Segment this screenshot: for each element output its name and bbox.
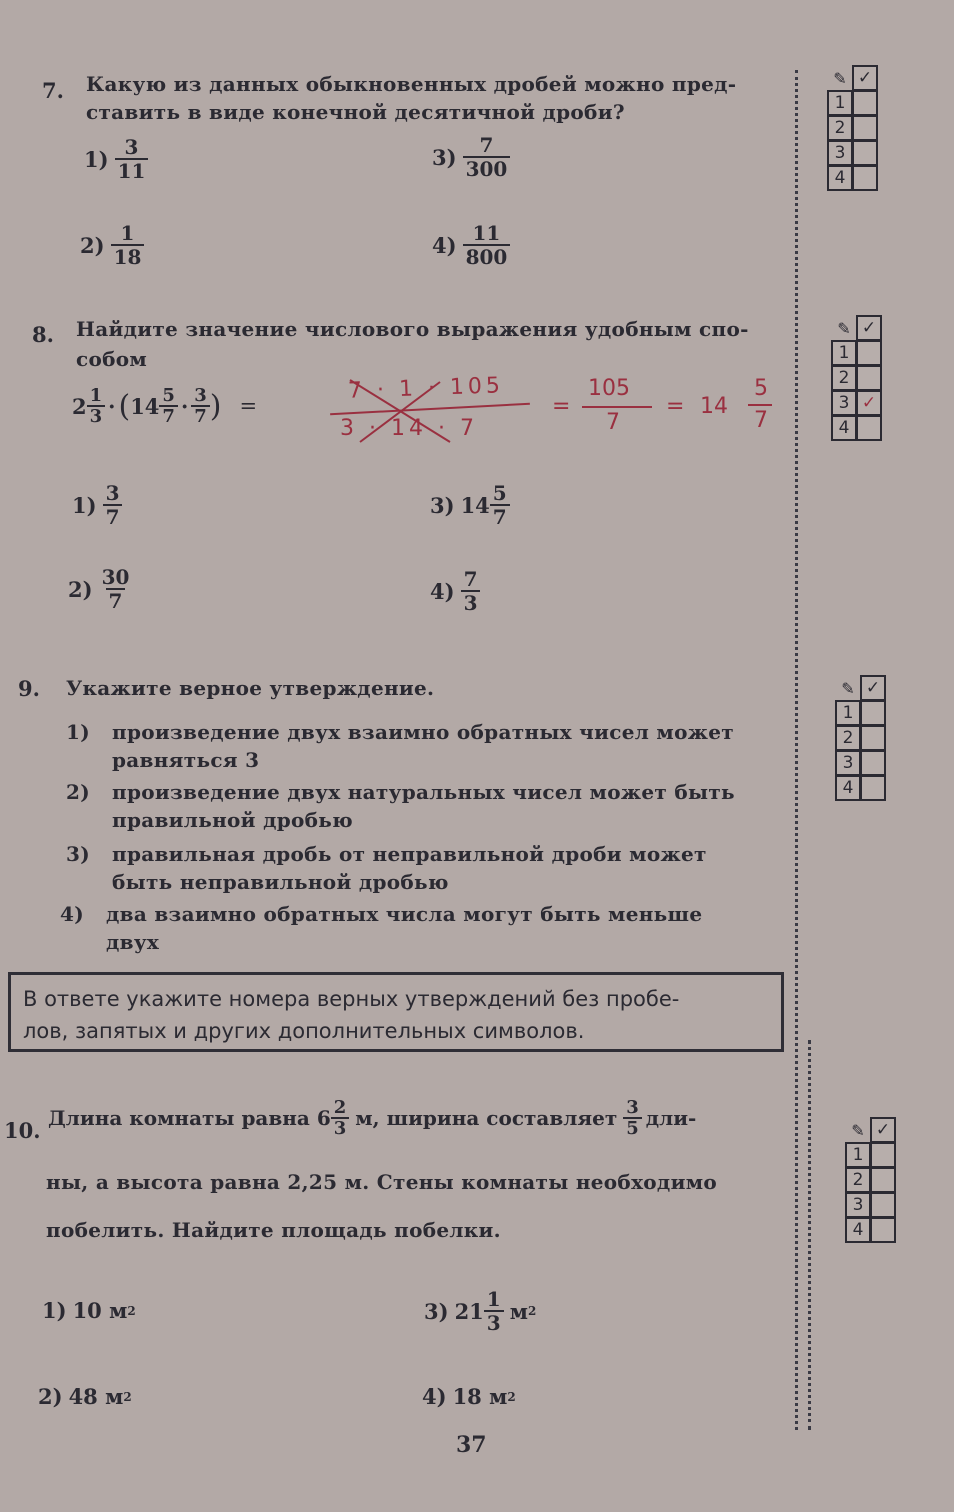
answer-box-2[interactable] [852, 115, 878, 141]
q9-item-2-line1: произведение двух натуральных чисел может быть [112, 780, 735, 804]
answer-box-3[interactable] [860, 750, 886, 776]
superscript: 2 [127, 1303, 136, 1318]
answer-grid-q9 [836, 676, 886, 801]
denominator: 3 [87, 405, 106, 426]
pencil-icon: ✎ [833, 68, 847, 88]
numerator: 5 [162, 385, 175, 406]
paren: ( [118, 388, 131, 424]
option-label: 4) [432, 232, 457, 258]
option-label: 1) [42, 1298, 67, 1323]
page-number: 37 [456, 1432, 487, 1458]
numerator: 3 [626, 1097, 639, 1118]
row-number: 2 [831, 365, 857, 391]
hw-result-n: 5 [754, 376, 768, 401]
row-number: 3 [845, 1192, 871, 1218]
option-label: 2) [38, 1384, 63, 1409]
row-number: 1 [845, 1142, 871, 1168]
answer-box-1[interactable] [860, 700, 886, 726]
q9-number: 9. [18, 676, 40, 701]
answer-box-2[interactable] [860, 725, 886, 751]
superscript: 2 [527, 1304, 537, 1318]
check-icon: ✓ [860, 675, 886, 701]
answer-grid-q7 [828, 66, 878, 191]
hw-denominator: 3 · 14 · 7 [340, 416, 478, 441]
hw-cancel-strokes [340, 372, 460, 452]
row-number: 3 [831, 390, 857, 416]
q7-option-1 [84, 136, 148, 182]
row-number: 1 [827, 90, 853, 116]
row-number: 3 [827, 140, 853, 166]
pencil-icon: ✎ [851, 1120, 865, 1140]
row-number: 2 [845, 1167, 871, 1193]
numerator: 3 [194, 385, 207, 406]
q10-option-1 [42, 1298, 136, 1323]
q8-expression [72, 386, 257, 426]
option-label: 1) [72, 492, 97, 518]
hw-numerator: 7 · 1 · 105 [347, 373, 505, 404]
numerator: 3 [105, 481, 120, 505]
option-value: м [509, 1298, 528, 1324]
hw-result-whole: 14 [700, 394, 728, 419]
answer-grid-q10 [846, 1118, 896, 1243]
hw-result-d: 7 [754, 408, 768, 433]
option-value: 48 м [68, 1384, 124, 1409]
q7-option-2 [80, 222, 144, 268]
check-icon: ✓ [852, 65, 878, 91]
q7-option-4 [432, 222, 510, 268]
whole-part: 2 [72, 393, 87, 419]
denominator: 800 [463, 244, 511, 268]
q9-text: Укажите верное утверждение. [66, 676, 435, 700]
instruction-line2: лов, запятых и других дополнительных символов. [23, 1019, 585, 1043]
q8-text-line2: собом [76, 347, 148, 371]
option-value: 10 м [72, 1298, 128, 1323]
denominator: 7 [191, 405, 210, 426]
denominator: 7 [159, 405, 178, 426]
q10-text-part: Длина комнаты равна 6 [48, 1106, 331, 1130]
q10-text-line2: ны, а высота равна 2,25 м. Стены комнаты необходимо [46, 1170, 718, 1194]
q9-item-1-label: 1) [66, 720, 90, 744]
instruction-line1: В ответе укажите номера верных утверждений без пробе- [23, 987, 680, 1011]
q7-text-line2: ставить в виде конечной десятичной дроби? [86, 100, 625, 124]
q7-option-3 [432, 134, 510, 180]
row-number: 4 [835, 775, 861, 801]
answer-box-4[interactable] [852, 165, 878, 191]
answer-box-1[interactable] [856, 340, 882, 366]
hw-result-den: 7 [606, 410, 620, 435]
answer-box-1[interactable] [870, 1142, 896, 1168]
hw-result-bar [582, 406, 652, 408]
whole-part: 14 [130, 393, 160, 419]
cut-line-lower [808, 1040, 811, 1430]
q9-item-2-line2: правильной дробью [112, 808, 353, 832]
option-label: 4) [422, 1384, 447, 1409]
q8-option-3 [430, 482, 510, 528]
hw-equals: = [552, 394, 571, 419]
denominator: 11 [115, 158, 149, 182]
whole-part: 21 [454, 1298, 484, 1324]
denominator: 300 [463, 156, 511, 180]
option-label: 3) [424, 1298, 449, 1324]
check-icon: ✓ [856, 315, 882, 341]
q9-item-4-line1: два взаимно обратных числа могут быть меньше [106, 902, 703, 926]
q8-option-2 [68, 566, 132, 612]
instruction-box [8, 972, 784, 1052]
multiply-sign: · [180, 393, 189, 419]
row-number: 4 [831, 415, 857, 441]
row-number: 4 [827, 165, 853, 191]
handwritten-solution [330, 372, 780, 472]
answer-box-2[interactable] [856, 365, 882, 391]
q9-item-1-line1: произведение двух взаимно обратных чисел может [112, 720, 734, 744]
q10-number: 10. [4, 1118, 41, 1143]
cut-line [795, 70, 798, 1430]
q10-option-2 [38, 1384, 132, 1409]
option-label: 2) [80, 232, 105, 258]
numerator: 1 [89, 385, 103, 406]
pencil-icon: ✎ [837, 318, 851, 338]
denominator: 7 [490, 504, 510, 528]
row-number: 3 [835, 750, 861, 776]
denominator: 7 [103, 504, 123, 528]
denominator: 7 [106, 588, 126, 612]
answer-box-4[interactable] [860, 775, 886, 801]
q9-item-1-line2: равняться 3 [112, 748, 260, 772]
q7-text-line1: Какую из данных обыкновенных дробей можно пред- [86, 72, 737, 96]
q9-item-3-label: 3) [66, 842, 90, 866]
numerator: 3 [124, 135, 139, 159]
denominator: 3 [484, 1310, 504, 1334]
q10-text-part: дли- [645, 1106, 697, 1130]
answer-box-2[interactable] [870, 1167, 896, 1193]
answer-box-3[interactable]: ✓ [856, 390, 882, 416]
answer-grid-q8 [832, 316, 882, 441]
pencil-icon: ✎ [841, 678, 855, 698]
multiply-sign: · [108, 393, 116, 419]
row-number: 2 [835, 725, 861, 751]
paren: ) [209, 388, 222, 424]
superscript: 2 [123, 1389, 132, 1404]
q9-item-3-line1: правильная дробь от неправильной дроби может [112, 842, 707, 866]
denominator: 5 [623, 1117, 642, 1138]
option-label: 3) [432, 144, 457, 170]
answer-box-1[interactable] [852, 90, 878, 116]
row-number: 4 [845, 1217, 871, 1243]
hw-result-num: 105 [588, 376, 630, 401]
option-label: 2) [68, 576, 93, 602]
row-number: 2 [827, 115, 853, 141]
numerator: 2 [333, 1097, 347, 1118]
hw-result-bar2 [748, 404, 772, 406]
q9-item-2-label: 2) [66, 780, 90, 804]
row-number: 1 [835, 700, 861, 726]
q9-item-3-line2: быть неправильной дробью [112, 870, 449, 894]
option-label: 3) [430, 492, 455, 518]
row-number: 1 [831, 340, 857, 366]
numerator: 11 [472, 221, 501, 245]
numerator: 30 [101, 565, 130, 589]
q9-item-4-label: 4) [60, 902, 84, 926]
q10-text-line1 [48, 1098, 696, 1138]
numerator: 7 [463, 567, 478, 591]
q10-option-4 [422, 1384, 516, 1409]
denominator: 3 [461, 590, 481, 614]
numerator: 1 [486, 1287, 501, 1311]
hw-equals: = [666, 394, 685, 419]
option-label: 4) [430, 578, 455, 604]
q9-item-4-line2: двух [106, 930, 160, 954]
option-value: 18 м [452, 1384, 508, 1409]
numerator: 7 [479, 133, 494, 157]
q10-option-3 [424, 1288, 536, 1334]
equals-sign: = [239, 394, 258, 418]
q7-number: 7. [42, 78, 64, 103]
q8-number: 8. [32, 322, 54, 347]
q8-option-1 [72, 482, 122, 528]
option-label: 1) [84, 146, 109, 172]
q8-option-4 [430, 568, 480, 614]
q10-text-line3: побелить. Найдите площадь побелки. [46, 1218, 501, 1242]
q8-text-line1: Найдите значение числового выражения удобным спо- [76, 317, 749, 341]
numerator: 5 [492, 481, 507, 505]
superscript: 2 [507, 1389, 516, 1404]
denominator: 3 [331, 1117, 350, 1138]
answer-box-3[interactable] [852, 140, 878, 166]
answer-box-3[interactable] [870, 1192, 896, 1218]
check-icon: ✓ [870, 1117, 896, 1143]
q10-text-part: м, ширина составляет [355, 1106, 618, 1130]
denominator: 18 [111, 244, 145, 268]
answer-box-4[interactable] [856, 415, 882, 441]
whole-part: 14 [460, 492, 490, 518]
answer-box-4[interactable] [870, 1217, 896, 1243]
numerator: 1 [120, 221, 135, 245]
